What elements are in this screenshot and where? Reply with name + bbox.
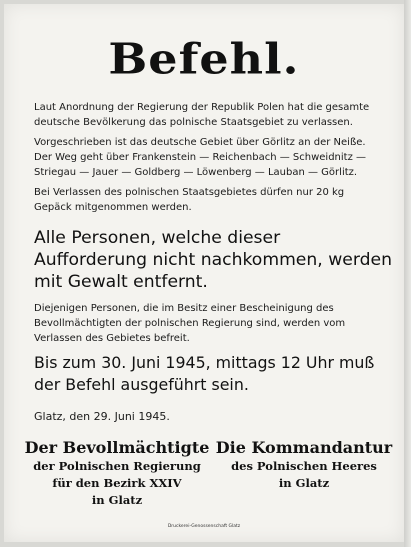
scan-edge <box>404 0 411 547</box>
signature-plenipotentiary <box>22 438 212 509</box>
paragraph-deadline: Bis zum 30. Juni 1945, mittags 12 Uhr muß der Befehl ausgeführt sein. <box>34 353 375 394</box>
paragraph-route: Vorgeschrieben ist das deutsche Gebiet über Görlitz an der Neiße. Der Weg geht über Frankenstein — Reichenbach — Schweidnitz — Striegau — Jauer — Goldberg — Löwenberg — Lauban — Görlitz. <box>34 137 367 178</box>
signature-right-line: des Polnischen Heeres <box>231 459 377 473</box>
dateline: Glatz, den 29. Juni 1945. <box>34 410 170 423</box>
paragraph-warning: Alle Personen, welche dieser Aufforderung nicht nachkommen, werden mit Gewalt entfernt. <box>34 228 392 292</box>
signature-left-line: der Polnischen Regierung <box>33 459 201 473</box>
poster-title: Befehl. <box>108 34 300 84</box>
signature-right-line: in Glatz <box>278 476 330 490</box>
signature-left-line: für den Bezirk XXIV <box>52 476 182 490</box>
signature-right-head: Die Kommandantur <box>215 438 393 457</box>
paragraph-order: Laut Anordnung der Regierung der Republik Polen hat die gesamte deutsche Bevölkerung das polnische Staatsgebiet zu verlassen. <box>34 102 370 128</box>
printer-mark: Druckerei-Genossenschaft Glatz <box>167 524 241 529</box>
paragraph-luggage: Bei Verlassen des polnischen Staatsgebietes dürfen nur 20 kg Gepäck mitgenommen werden. <box>34 187 345 213</box>
poster-sheet <box>4 4 404 542</box>
signature-left-head: Der Bevollmächtigte <box>24 438 210 457</box>
signature-commandant <box>209 438 399 492</box>
paragraph-exemption: Diejenigen Personen, die im Besitz einer Bescheinigung des Bevollmächtigten der polnischen Regierung sind, werden vom Verlassen des Gebietes befreit. <box>34 303 346 344</box>
signature-left-line: in Glatz <box>91 493 143 507</box>
